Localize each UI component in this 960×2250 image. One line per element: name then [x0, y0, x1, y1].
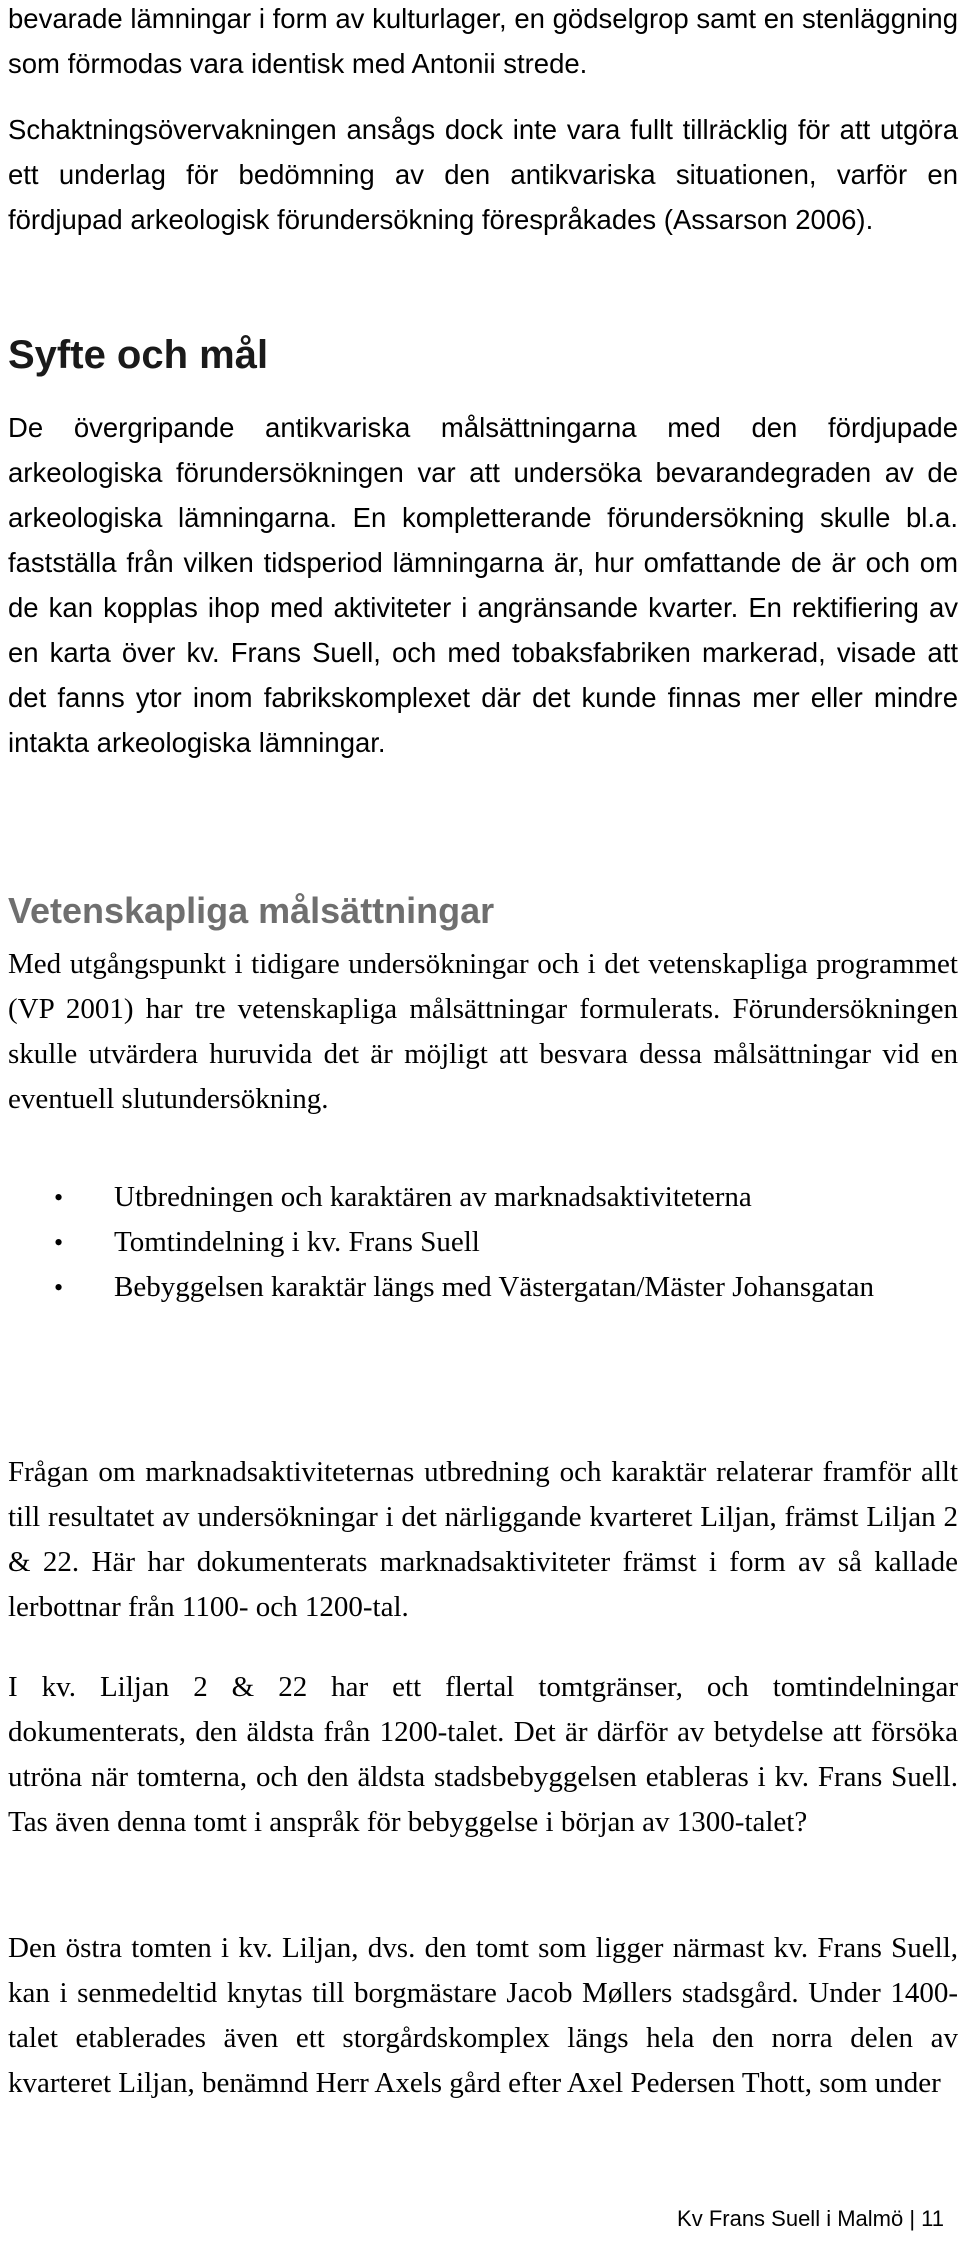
bullet-icon: •	[54, 1273, 64, 1302]
body-paragraph: I kv. Liljan 2 & 22 har ett flertal tomtgränser, och tomtindelningar dokumenterats, den äldsta från 1200-talet. Det är därför av betydelse att försöka utröna när tomterna, och den äldsta stadsbebyggelsen etableras i kv. Frans Suell. Tas även denna tomt i anspråk för bebyggelse i början av 1300-talet?	[8, 1671, 958, 1838]
list-item	[8, 1265, 958, 1310]
page-footer: Kv Frans Suell i Malmö | 11	[677, 2206, 944, 2231]
vetenskapliga-paragraph: Med utgångspunkt i tidigare undersökningar och i det vetenskapliga programmet (VP 2001) har tre vetenskapliga målsättningar formulerats. Förundersökningen skulle utvärdera huruvida det är möjligt att besvara dessa målsättningar vid en eventuell slutundersökning.	[8, 948, 958, 1115]
goals-list	[8, 1175, 958, 1310]
bullet-icon: •	[54, 1228, 64, 1257]
goal-text: Tomtindelning i kv. Frans Suell	[114, 1226, 480, 1258]
syfte-heading: Syfte och mål	[8, 333, 269, 377]
body-paragraph: Frågan om marknadsaktiviteternas utbredning och karaktär relaterar framför allt till resultatet av undersökningar i det närliggande kvarteret Liljan, främst Liljan 2 & 22. Här har dokumenterats marknadsaktiviteter främst i form av så kallade lerbottnar från 1100- och 1200-tal.	[8, 1456, 958, 1623]
body-paragraph: Den östra tomten i kv. Liljan, dvs. den tomt som ligger närmast kv. Frans Suell, kan i senmedeltid knytas till borgmästare Jacob Møllers stadsgård. Under 1400-talet etablerades även ett storgårdskomplex längs hela den norra delen av kvarteret Liljan, benämnd Herr Axels gård efter Axel Pedersen Thott, som under	[8, 1932, 958, 2099]
vetenskapliga-heading: Vetenskapliga målsättningar	[8, 890, 495, 931]
intro-lead-paragraph: bevarade lämningar i form av kulturlager, en gödselgrop samt en stenläggning som förmodas vara identisk med Antonii strede.	[8, 3, 958, 79]
goal-text: Utbredningen och karaktären av marknadsaktiviteterna	[114, 1181, 752, 1213]
bullet-icon: •	[54, 1183, 64, 1212]
syfte-paragraph: De övergripande antikvariska målsättningarna med den fördjupade arkeologiska förundersökningen var att undersöka bevarandegraden av de arkeologiska lämningarna. En kompletterande förundersökning skulle bl.a. fastställa från vilken tidsperiod lämningarna är, hur omfattande de är och om de kan kopplas ihop med aktiviteter i angränsande kvarter. En rektifiering av en karta över kv. Frans Suell, och med tobaksfabriken markerad, visade att det fanns ytor inom fabrikskomplexet där det kunde finnas mer eller mindre intakta arkeologiska lämningar.	[8, 412, 958, 758]
list-item	[8, 1175, 958, 1220]
intro-paragraph: Schaktningsövervakningen ansågs dock inte vara fullt tillräcklig för att utgöra ett underlag för bedömning av den antikvariska situationen, varför en fördjupad arkeologisk förundersökning förespråkades (Assarson 2006).	[8, 114, 958, 235]
list-item	[8, 1220, 958, 1265]
goal-text: Bebyggelsen karaktär längs med Västergatan/Mäster Johansgatan	[114, 1271, 874, 1303]
